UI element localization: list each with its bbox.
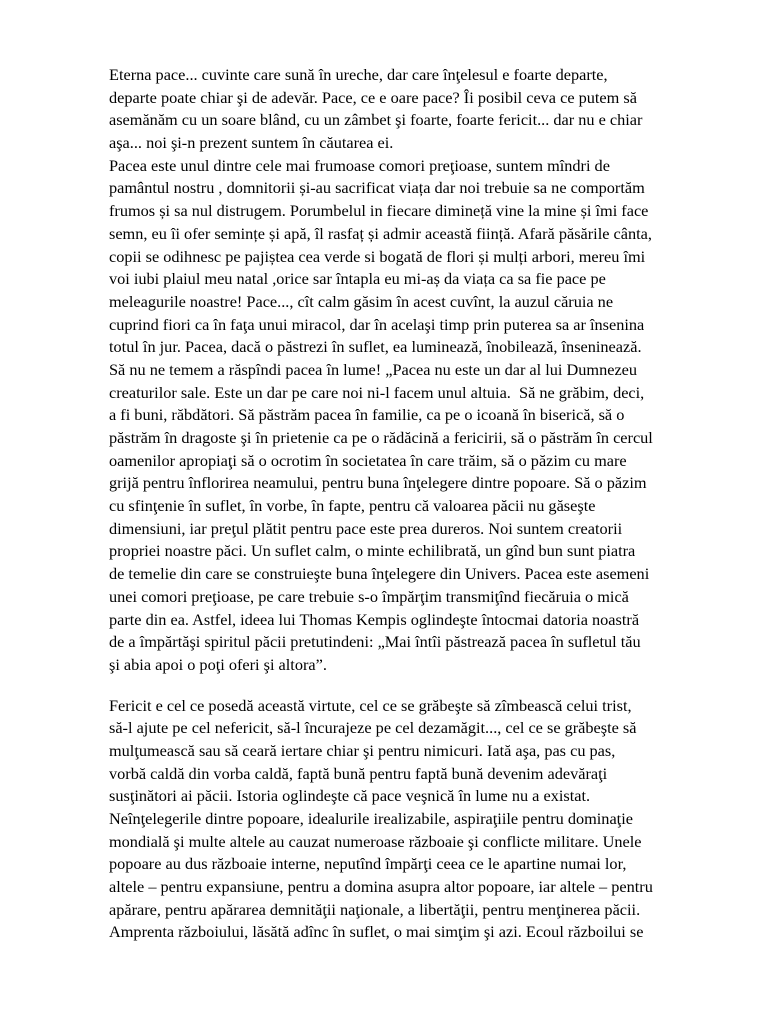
text-line: voi iubi plaiul meu natal ,orice sar întapla eu mi-aș da viața ca sa fie pace pe [109, 269, 606, 289]
text-line: mondială şi multe altele au cauzat numeroase războaie şi conflicte militare. Unele [109, 831, 642, 851]
text-line: apărare, pentru apărarea demnităţii naţionale, a libertăţii, pentru menţinerea păcii. [109, 899, 641, 919]
text-line: vorbă caldă din vorba caldă, faptă bună pentru faptă bună devenim adevăraţi [109, 763, 608, 783]
text-line: pamântul nostru , domnitorii și-au sacrificat viața dar noi trebuie sa ne comportăm [109, 178, 645, 198]
text-line: Să nu ne temem a răspîndi pacea în lume! „Pacea nu este un dar al lui Dumnezeu [109, 359, 638, 379]
text-line: altele – pentru expansiune, pentru a domina asupra altor popoare, iar altele – pentru [109, 877, 653, 897]
text-line: de temelie din care se construieşte buna înţelegere din Univers. Pacea este asemeni [109, 564, 650, 584]
text-line: propriei noastre păci. Un suflet calm, o minte echilibrată, un gînd bun sunt piatra [109, 541, 636, 561]
text-line: şi abia apoi o poţi oferi şi altora”. [109, 654, 327, 674]
text-line: semn, eu îi ofer semințe și apă, îl rasfaț și admir această ființă. Afară păsările cânta, [109, 223, 652, 243]
text-line: Eterna pace... cuvinte care sună în ureche, dar care înţelesul e foarte departe, [109, 65, 608, 84]
text-line: Fericit e cel ce posedă această virtute, cel ce se grăbeşte să zîmbească celui trist, [109, 695, 632, 715]
text-line: copii se odihnesc pe pajiștea cea verde si bogată de flori și mulți arbori, mereu îmi [109, 246, 646, 266]
text-line: totul în jur. Pacea, dacă o păstrezi în suflet, ea luminează, înobilează, înseninează. [109, 337, 642, 357]
text-line: creaturilor sale. Este un dar pe care noi ni-l facem unul altuia. Să ne grăbim, deci, [109, 382, 645, 402]
text-line: oamenilor apropiaţi să o ocrotim în societatea în care trăim, să o păzim cu mare [109, 450, 627, 470]
text-line: asemănăm cu un soare blând, cu un zâmbet şi foarte, foarte fericit... dar nu e chiar [109, 110, 643, 130]
text-line: de a împărtăşi spiritul păcii pretutindeni: „Mai întîi păstrează pacea în sufletul tău [109, 632, 641, 652]
text-line: meleagurile noastre! Pace..., cît calm găsim în acest cuvînt, la auzul căruia ne [109, 291, 614, 311]
paragraph-2 [109, 695, 709, 945]
text-line: grijă pentru înflorirea neamului, pentru buna înţelegere dintre popoare. Să o păzim [109, 473, 647, 493]
text-line: cu sfinţenie în suflet, în vorbe, în fapte, pentru că valoarea păcii nu găseşte [109, 496, 596, 516]
text-line: aşa... noi şi-n prezent suntem în căutarea ei. [109, 133, 394, 153]
text-line: dimensiuni, iar preţul plătit pentru pace este prea dureros. Noi suntem creatorii [109, 518, 623, 538]
paragraph-1 [109, 64, 709, 677]
document-body [109, 64, 709, 944]
text-line: frumos și sa nul distrugem. Porumbelul in fiecare dimineță vine la mine și îmi face [109, 201, 649, 221]
text-line: păstrăm în dragoste şi în prietenie ca pe o rădăcină a fericirii, să o păstrăm în cercul [109, 428, 653, 447]
text-line: departe poate chiar şi de adevăr. Pace, ce e oare pace? Îi posibil ceva ce putem să [109, 87, 637, 107]
text-line: să-l ajute pe cel nefericit, să-l încurajeze pe cel dezamăgit..., cel ce se grăbeşte să [109, 718, 637, 738]
paragraph-gap [109, 677, 709, 695]
text-line: Pacea este unul dintre cele mai frumoase comori preţioase, suntem mîndri de [109, 155, 610, 175]
text-line: mulţumească sau să ceară iertare chiar şi pentru nimicuri. Iată aşa, pas cu pas, [109, 740, 616, 760]
text-line: unei comori preţioase, pe care trebuie s-o împărţim transmiţînd fiecăruia o mică [109, 586, 629, 606]
text-line: popoare au dus războaie interne, neputînd împărţi ceea ce le apartine numai lor, [109, 854, 627, 874]
text-line: Neînţelegerile dintre popoare, idealurile irealizabile, aspiraţiile pentru dominaţie [109, 809, 633, 828]
text-line: Amprenta războiului, lăsătă adînc în suflet, o mai simţim şi azi. Ecoul războilui se [109, 922, 644, 942]
text-line: parte din ea. Astfel, ideea lui Thomas Kempis oglindeşte întocmai datoria noastră [109, 609, 640, 629]
text-line: a fi buni, răbdători. Să păstrăm pacea în familie, ca pe o icoană în biserică, să o [109, 405, 625, 425]
text-line: cuprind fiori ca în faţa unui miracol, dar în acelaşi timp prin puterea sa ar însenina [109, 314, 645, 334]
text-line: susţinători ai păcii. Istoria oglindeşte că pace veşnică în lume nu a existat. [109, 786, 591, 806]
